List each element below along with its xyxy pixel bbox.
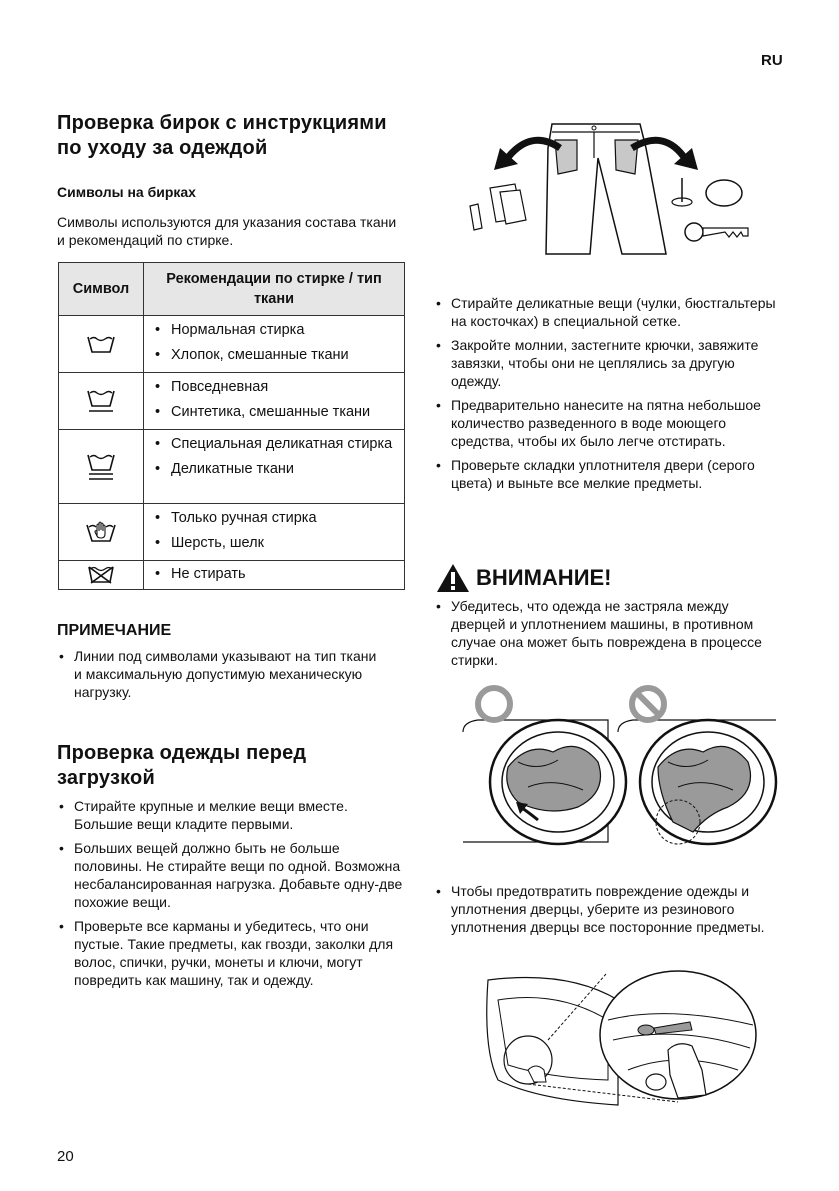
list-item: • Стирайте крупные и мелкие вещи вместе. Большие вещи кладите первыми. <box>59 797 404 833</box>
door-seal-comparison-illustration <box>458 682 778 847</box>
list-item: • Чтобы предотвратить повреждение одежды и уплотнения дверцы, уберите из резинового уплотнения дверцы все посторонние предметы. <box>436 882 786 936</box>
final-note-list <box>436 882 786 942</box>
hand-wash-icon <box>85 519 117 545</box>
recommendation-line: • Не стирать <box>152 564 396 584</box>
list-item: • Стирайте деликатные вещи (чулки, бюстгальтеры на косточках) в специальной сетке. <box>436 294 776 330</box>
col-header-symbol: Символ <box>59 263 144 316</box>
list-item: • Закройте молнии, застегните крючки, завяжите завязки, чтобы они не цеплялись за другую одежду. <box>436 336 776 390</box>
wash-tub-icon <box>86 333 116 355</box>
recommendation-line: • Специальная деликатная стирка <box>152 434 396 454</box>
table-row <box>59 561 405 590</box>
warning-heading <box>436 563 612 593</box>
recommendation-line: • Повседневная <box>152 377 396 397</box>
section-title-care-labels: Проверка бирок с инструкциями по уходу за одеждой <box>57 112 387 159</box>
warning-list <box>436 597 766 675</box>
wash-tub-two-bars-icon <box>86 452 116 482</box>
intro-paragraph: Символы используются для указания состава ткани и рекомендаций по стирке. <box>57 214 397 248</box>
recommendation-line: • Нормальная стирка <box>152 320 396 340</box>
table-row <box>59 504 405 561</box>
warning-triangle-icon <box>436 563 470 593</box>
page-number: 20 <box>57 1148 74 1165</box>
list-item: • Больших вещей должно быть не больше половины. Не стирайте вещи по одной. Возможна несбалансированная нагрузка. Добавьте одну-две похожие вещи. <box>59 839 404 911</box>
recommendation-line: • Хлопок, смешанные ткани <box>152 345 396 365</box>
check-clothes-list <box>59 797 404 995</box>
table-row <box>59 316 405 373</box>
language-code: RU <box>761 52 783 69</box>
preparation-list <box>436 294 776 498</box>
list-item: • Проверьте все карманы и убедитесь, что они пустые. Такие предметы, как гвозди, заколки для волос, спички, ручки, монеты и ключи, могут повредить как машину, так и одежду. <box>59 917 404 989</box>
recommendation-line: • Шерсть, шелк <box>152 533 396 553</box>
subheading-label-symbols: Символы на бирках <box>57 184 196 200</box>
gasket-cleaning-illustration <box>478 970 768 1110</box>
table-row <box>59 373 405 430</box>
list-item: • Предварительно нанесите на пятна небольшое количество разведенного в воде моющего средства, чтобы их было легче отстирать. <box>436 396 776 450</box>
table-row <box>59 430 405 504</box>
recommendation-line: • Только ручная стирка <box>152 508 396 528</box>
note-title: ПРИМЕЧАНИЕ <box>57 622 172 639</box>
section-title-check-clothes: Проверка одежды перед загрузкой <box>57 742 307 789</box>
care-symbols-table <box>58 262 405 590</box>
do-not-wash-icon <box>87 565 115 585</box>
list-item: • Проверьте складки уплотнителя двери (серого цвета) и выньте все мелкие предметы. <box>436 456 776 492</box>
note-list <box>59 647 379 707</box>
col-header-recommendations: Рекомендации по стирке / тип ткани <box>144 263 405 316</box>
recommendation-line: • Синтетика, смешанные ткани <box>152 402 396 422</box>
list-item: • Линии под символами указывают на тип ткани и максимальную допустимую механическую нагрузку. <box>59 647 379 701</box>
recommendation-line: • Деликатные ткани <box>152 459 396 479</box>
list-item: • Убедитесь, что одежда не застряла между дверцей и уплотнением машины, в противном случае она может быть повреждена в процессе стирки. <box>436 597 766 669</box>
warning-title: ВНИМАНИЕ! <box>476 565 612 590</box>
pockets-illustration <box>460 118 760 258</box>
wash-tub-one-bar-icon <box>86 388 116 414</box>
